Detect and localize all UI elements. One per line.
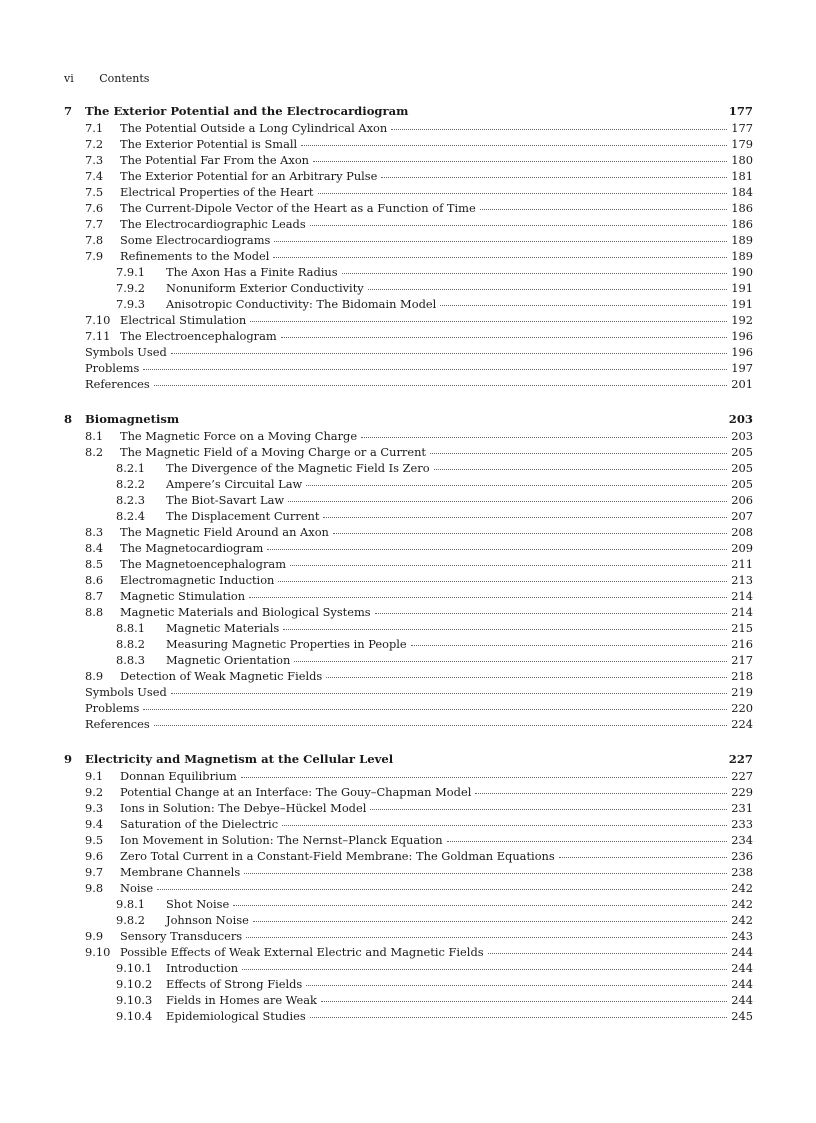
entry-page: 207 <box>731 509 753 523</box>
entry-number: 9.10.3 <box>116 993 153 1007</box>
entry-number: 8 <box>64 412 73 426</box>
running-title: Contents <box>99 72 150 85</box>
entry-page: 192 <box>731 313 753 327</box>
dot-leader <box>310 1016 728 1018</box>
dot-leader <box>183 420 725 421</box>
entry-number: 7.9 <box>85 249 104 263</box>
subsection-entry[interactable] <box>64 508 753 524</box>
entry-page: 244 <box>731 945 753 959</box>
entry-page: 244 <box>731 993 753 1007</box>
entry-title: The Electroencephalogram <box>120 329 277 343</box>
entry-page: 184 <box>731 185 753 199</box>
section-entry[interactable] <box>64 328 753 344</box>
entry-title: Effects of Strong Fields <box>166 977 303 991</box>
section-entry[interactable] <box>64 184 753 200</box>
entry-title: Shot Noise <box>166 897 230 911</box>
dot-leader <box>306 484 727 486</box>
dot-leader <box>242 968 727 970</box>
dot-leader <box>249 596 727 598</box>
entry-page: 186 <box>731 201 753 215</box>
dot-leader <box>267 548 727 550</box>
entry-number: 8.6 <box>85 573 104 587</box>
entry-title: Measuring Magnetic Properties in People <box>166 637 407 651</box>
subsection-entry[interactable] <box>64 652 753 668</box>
dot-leader <box>241 776 727 778</box>
section-entry[interactable] <box>64 768 753 784</box>
entry-page: 206 <box>731 493 753 507</box>
entry-number: 9.7 <box>85 865 104 879</box>
entry-page: 224 <box>731 717 753 731</box>
entry-number: 8.8.2 <box>116 637 145 651</box>
dot-leader <box>282 824 727 826</box>
entry-number: 8.2.1 <box>116 461 145 475</box>
entry-number: 8.9 <box>85 669 104 683</box>
section-entry[interactable] <box>64 136 753 152</box>
entry-title: Ion Movement in Solution: The Nernst–Planck Equation <box>120 833 443 847</box>
subsection-entry[interactable] <box>64 992 753 1008</box>
entry-number: 9.2 <box>85 785 104 799</box>
entry-title: Electrical Stimulation <box>120 313 247 327</box>
dot-leader <box>323 516 727 518</box>
entry-page: 216 <box>731 637 753 651</box>
entry-page: 236 <box>731 849 753 863</box>
subsection-entry[interactable] <box>64 1008 753 1024</box>
entry-number: 9.4 <box>85 817 104 831</box>
section-entry[interactable] <box>64 944 753 960</box>
entry-number: 8.2.4 <box>116 509 145 523</box>
entry-page: 213 <box>731 573 753 587</box>
dot-leader <box>412 112 724 113</box>
entry-number: 7.9.2 <box>116 281 145 295</box>
entry-number: 7.2 <box>85 137 104 151</box>
backmatter-entry[interactable] <box>64 344 753 360</box>
dot-leader <box>488 952 728 954</box>
dot-leader <box>375 612 728 614</box>
dot-leader <box>233 904 727 906</box>
entry-number: 8.4 <box>85 541 104 555</box>
dot-leader <box>434 468 728 470</box>
dot-leader <box>397 760 725 761</box>
subsection-entry[interactable] <box>64 620 753 636</box>
dot-leader <box>171 692 727 694</box>
entry-title: The Magnetic Field Around an Axon <box>120 525 329 539</box>
entry-page: 205 <box>731 461 753 475</box>
entry-number: 7.1 <box>85 121 104 135</box>
entry-number: 8.2.2 <box>116 477 145 491</box>
entry-number: 9 <box>64 752 73 766</box>
page-number: vi <box>64 72 74 85</box>
dot-leader <box>246 936 727 938</box>
entry-title: Nonuniform Exterior Conductivity <box>166 281 364 295</box>
entry-number: 9.3 <box>85 801 104 815</box>
entry-page: 227 <box>728 752 753 766</box>
entry-title: Introduction <box>166 961 239 975</box>
subsection-entry[interactable] <box>64 636 753 652</box>
entry-page: 205 <box>731 477 753 491</box>
entry-number: 9.6 <box>85 849 104 863</box>
entry-title: Magnetic Materials <box>166 621 280 635</box>
entry-page: 196 <box>731 329 753 343</box>
entry-page: 211 <box>731 557 753 571</box>
section-entry[interactable] <box>64 248 753 264</box>
subsection-entry[interactable] <box>64 976 753 992</box>
entry-page: 219 <box>731 685 753 699</box>
entry-page: 197 <box>731 361 753 375</box>
entry-title: The Displacement Current <box>166 509 320 523</box>
dot-leader <box>274 240 727 242</box>
dot-leader <box>278 580 727 582</box>
entry-page: 203 <box>728 412 753 426</box>
entry-number: 9.5 <box>85 833 104 847</box>
dot-leader <box>290 564 727 566</box>
dot-leader <box>310 224 728 226</box>
entry-page: 242 <box>731 897 753 911</box>
entry-title: Ions in Solution: The Debye–Hückel Model <box>120 801 367 815</box>
entry-page: 242 <box>731 881 753 895</box>
entry-page: 231 <box>731 801 753 815</box>
entry-number: 8.8.3 <box>116 653 145 667</box>
chapter-block <box>64 411 753 732</box>
entry-number: 9.8.1 <box>116 897 145 911</box>
entry-title: Symbols Used <box>85 685 167 699</box>
entry-title: The Exterior Potential for an Arbitrary Pulse <box>120 169 378 183</box>
entry-title: Zero Total Current in a Constant-Field Membrane: The Goldman Equations <box>120 849 555 863</box>
entry-title: Ampere’s Circuital Law <box>166 477 303 491</box>
dot-leader <box>447 840 728 842</box>
section-entry[interactable] <box>64 832 753 848</box>
section-entry[interactable] <box>64 572 753 588</box>
entry-number: 7.9.1 <box>116 265 145 279</box>
entry-title: Donnan Equilibrium <box>120 769 237 783</box>
entry-number: 8.7 <box>85 589 104 603</box>
entry-title: Sensory Transducers <box>120 929 243 943</box>
entry-number: 7.6 <box>85 201 104 215</box>
entry-page: 242 <box>731 913 753 927</box>
dot-leader <box>301 144 727 146</box>
section-entry[interactable] <box>64 588 753 604</box>
dot-leader <box>411 644 728 646</box>
entry-number: 7.4 <box>85 169 104 183</box>
entry-number: 8.2.3 <box>116 493 145 507</box>
entry-number: 9.9 <box>85 929 104 943</box>
entry-title: The Potential Outside a Long Cylindrical Axon <box>120 121 388 135</box>
entry-page: 227 <box>731 769 753 783</box>
entry-page: 203 <box>731 429 753 443</box>
entry-title: Epidemiological Studies <box>166 1009 306 1023</box>
dot-leader <box>368 288 728 290</box>
dot-leader <box>440 304 727 306</box>
entry-number: 7.8 <box>85 233 104 247</box>
chapter-heading[interactable] <box>64 411 753 428</box>
dot-leader <box>321 1000 727 1002</box>
entry-title: Problems <box>85 361 140 375</box>
entry-page: 229 <box>731 785 753 799</box>
entry-page: 233 <box>731 817 753 831</box>
section-entry[interactable] <box>64 200 753 216</box>
table-of-contents <box>64 103 753 1043</box>
entry-page: 215 <box>731 621 753 635</box>
entry-title: Potential Change at an Interface: The Gouy–Chapman Model <box>120 785 472 799</box>
backmatter-entry[interactable] <box>64 700 753 716</box>
entry-page: 238 <box>731 865 753 879</box>
dot-leader <box>318 192 728 194</box>
dot-leader <box>288 500 727 502</box>
entry-title: The Axon Has a Finite Radius <box>166 265 338 279</box>
entry-number: 9.8.2 <box>116 913 145 927</box>
entry-page: 177 <box>728 104 753 118</box>
entry-title: The Electrocardiographic Leads <box>120 217 306 231</box>
subsection-entry[interactable] <box>64 280 753 296</box>
entry-page: 214 <box>731 589 753 603</box>
chapter-heading[interactable] <box>64 751 753 768</box>
section-entry[interactable] <box>64 604 753 620</box>
dot-leader <box>559 856 728 858</box>
entry-page: 220 <box>731 701 753 715</box>
dot-leader <box>306 984 727 986</box>
section-entry[interactable] <box>64 444 753 460</box>
entry-title: Possible Effects of Weak External Electric and Magnetic Fields <box>120 945 484 959</box>
section-entry[interactable] <box>64 312 753 328</box>
entry-number: 9.8 <box>85 881 104 895</box>
section-entry[interactable] <box>64 120 753 136</box>
entry-number: 7.7 <box>85 217 104 231</box>
dot-leader <box>391 128 727 130</box>
entry-page: 186 <box>731 217 753 231</box>
dot-leader <box>171 352 727 354</box>
dot-leader <box>143 368 727 370</box>
dot-leader <box>273 256 727 258</box>
dot-leader <box>342 272 728 274</box>
entry-title: The Magnetic Field of a Moving Charge or a Current <box>120 445 427 459</box>
entry-number: 8.8 <box>85 605 104 619</box>
entry-number: 9.10.4 <box>116 1009 153 1023</box>
entry-page: 179 <box>731 137 753 151</box>
entry-page: 180 <box>731 153 753 167</box>
section-entry[interactable] <box>64 668 753 684</box>
dot-leader <box>283 628 727 630</box>
dot-leader <box>326 676 727 678</box>
dot-leader <box>250 320 727 322</box>
entry-title: Electrical Properties of the Heart <box>120 185 314 199</box>
dot-leader <box>157 888 727 890</box>
running-header <box>64 72 149 85</box>
section-entry[interactable] <box>64 864 753 880</box>
entry-page: 196 <box>731 345 753 359</box>
entry-title: Anisotropic Conductivity: The Bidomain Model <box>166 297 437 311</box>
entry-page: 217 <box>731 653 753 667</box>
entry-number: 7.3 <box>85 153 104 167</box>
entry-title: The Magnetocardiogram <box>120 541 264 555</box>
entry-page: 244 <box>731 961 753 975</box>
section-entry[interactable] <box>64 800 753 816</box>
entry-page: 234 <box>731 833 753 847</box>
subsection-entry[interactable] <box>64 912 753 928</box>
entry-number: 8.2 <box>85 445 104 459</box>
chapter-block <box>64 751 753 1024</box>
entry-title: Electricity and Magnetism at the Cellular Level <box>85 752 394 766</box>
entry-title: Fields in Homes are Weak <box>166 993 317 1007</box>
section-entry[interactable] <box>64 880 753 896</box>
section-entry[interactable] <box>64 524 753 540</box>
section-entry[interactable] <box>64 556 753 572</box>
dot-leader <box>430 452 727 454</box>
entry-title: References <box>85 717 150 731</box>
entry-title: The Biot-Savart Law <box>166 493 285 507</box>
entry-number: 7.10 <box>85 313 111 327</box>
dot-leader <box>313 160 727 162</box>
entry-title: Refinements to the Model <box>120 249 270 263</box>
backmatter-entry[interactable] <box>64 360 753 376</box>
entry-title: Magnetic Stimulation <box>120 589 246 603</box>
entry-page: 177 <box>731 121 753 135</box>
entry-title: The Exterior Potential is Small <box>120 137 298 151</box>
entry-page: 244 <box>731 977 753 991</box>
dot-leader <box>480 208 728 210</box>
entry-title: Symbols Used <box>85 345 167 359</box>
entry-page: 243 <box>731 929 753 943</box>
entry-number: 7.9.3 <box>116 297 145 311</box>
backmatter-entry[interactable] <box>64 684 753 700</box>
entry-page: 218 <box>731 669 753 683</box>
dot-leader <box>381 176 727 178</box>
entry-title: Magnetic Orientation <box>166 653 291 667</box>
subsection-entry[interactable] <box>64 896 753 912</box>
section-entry[interactable] <box>64 816 753 832</box>
chapter-heading[interactable] <box>64 103 753 120</box>
entry-title: Noise <box>120 881 154 895</box>
entry-title: Some Electrocardiograms <box>120 233 271 247</box>
dot-leader <box>143 708 727 710</box>
entry-page: 245 <box>731 1009 753 1023</box>
section-entry[interactable] <box>64 540 753 556</box>
entry-title: Problems <box>85 701 140 715</box>
entry-title: The Divergence of the Magnetic Field Is Zero <box>166 461 430 475</box>
entry-number: 9.1 <box>85 769 104 783</box>
backmatter-entry[interactable] <box>64 376 753 392</box>
entry-title: Detection of Weak Magnetic Fields <box>120 669 323 683</box>
entry-page: 205 <box>731 445 753 459</box>
entry-title: Electromagnetic Induction <box>120 573 275 587</box>
entry-number: 7.5 <box>85 185 104 199</box>
section-entry[interactable] <box>64 216 753 232</box>
section-entry[interactable] <box>64 928 753 944</box>
entry-number: 7 <box>64 104 73 118</box>
dot-leader <box>333 532 727 534</box>
entry-number: 9.10 <box>85 945 111 959</box>
entry-number: 8.3 <box>85 525 104 539</box>
entry-number: 9.10.2 <box>116 977 153 991</box>
dot-leader <box>253 920 727 922</box>
dot-leader <box>154 384 727 386</box>
subsection-entry[interactable] <box>64 960 753 976</box>
entry-title: Biomagnetism <box>85 412 180 426</box>
dot-leader <box>244 872 727 874</box>
section-entry[interactable] <box>64 168 753 184</box>
section-entry[interactable] <box>64 152 753 168</box>
dot-leader <box>370 808 727 810</box>
entry-title: The Magnetic Force on a Moving Charge <box>120 429 358 443</box>
subsection-entry[interactable] <box>64 460 753 476</box>
subsection-entry[interactable] <box>64 264 753 280</box>
entry-title: The Magnetoencephalogram <box>120 557 286 571</box>
subsection-entry[interactable] <box>64 296 753 312</box>
entry-title: The Exterior Potential and the Electrocardiogram <box>85 104 409 118</box>
entry-page: 190 <box>731 265 753 279</box>
section-entry[interactable] <box>64 232 753 248</box>
entry-title: Johnson Noise <box>166 913 249 927</box>
entry-title: Magnetic Materials and Biological Systems <box>120 605 371 619</box>
dot-leader <box>294 660 727 662</box>
chapter-block <box>64 103 753 392</box>
entry-number: 8.5 <box>85 557 104 571</box>
entry-page: 189 <box>731 233 753 247</box>
entry-title: The Current-Dipole Vector of the Heart as a Function of Time <box>120 201 476 215</box>
entry-page: 189 <box>731 249 753 263</box>
subsection-entry[interactable] <box>64 476 753 492</box>
backmatter-entry[interactable] <box>64 716 753 732</box>
entry-page: 209 <box>731 541 753 555</box>
entry-title: Saturation of the Dielectric <box>120 817 279 831</box>
dot-leader <box>281 336 728 338</box>
entry-title: Membrane Channels <box>120 865 241 879</box>
entry-page: 208 <box>731 525 753 539</box>
entry-number: 7.11 <box>85 329 111 343</box>
entry-page: 191 <box>731 297 753 311</box>
entry-title: The Potential Far From the Axon <box>120 153 310 167</box>
subsection-entry[interactable] <box>64 492 753 508</box>
entry-page: 191 <box>731 281 753 295</box>
entry-number: 8.1 <box>85 429 104 443</box>
entry-page: 201 <box>731 377 753 391</box>
section-entry[interactable] <box>64 784 753 800</box>
dot-leader <box>361 436 727 438</box>
entry-number: 8.8.1 <box>116 621 145 635</box>
dot-leader <box>154 724 727 726</box>
section-entry[interactable] <box>64 848 753 864</box>
entry-page: 214 <box>731 605 753 619</box>
entry-title: References <box>85 377 150 391</box>
dot-leader <box>475 792 727 794</box>
entry-page: 181 <box>731 169 753 183</box>
entry-number: 9.10.1 <box>116 961 153 975</box>
section-entry[interactable] <box>64 428 753 444</box>
